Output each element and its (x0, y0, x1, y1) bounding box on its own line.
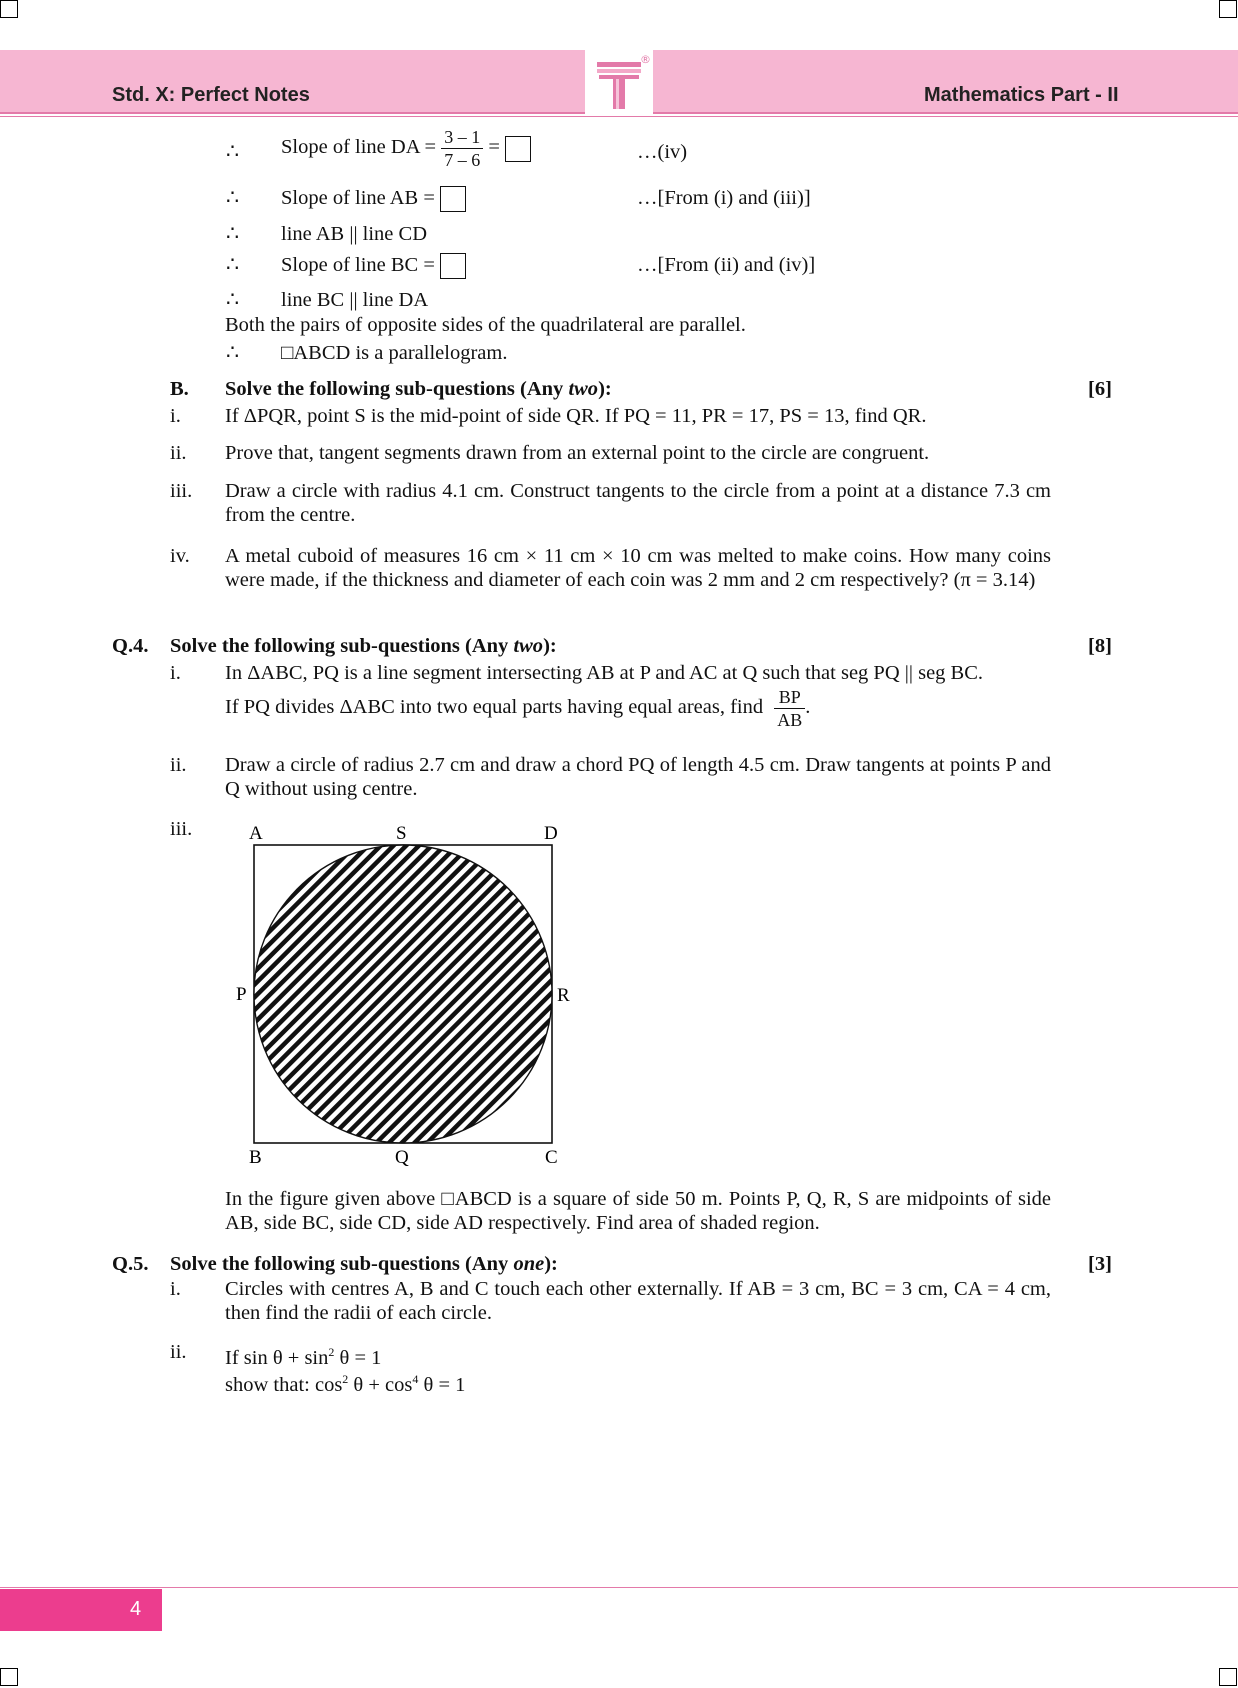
fraction-denominator: 7 – 6 (444, 150, 481, 170)
registered-mark: ® (640, 53, 651, 66)
label-p: P (236, 984, 247, 1005)
label-q: Q (395, 1147, 409, 1168)
question-number: i. (170, 405, 181, 427)
question-number: iii. (170, 480, 193, 502)
header-divider-thin (0, 116, 1238, 117)
slope-ab-label: Slope of line AB = (281, 187, 435, 209)
therefore-symbol: ∴ (226, 342, 240, 364)
publisher-logo (585, 48, 653, 114)
label-b: B (249, 1147, 262, 1168)
question-b-iii: Draw a circle with radius 4.1 cm. Construct tangents to the circle from a point at a distance 7.3 cm from the centre. (225, 480, 1051, 526)
step-slope-ab (281, 186, 466, 212)
q5-ii-line2: show that: $\cos^2 \theta + \cos^4 \theta = 1$ (225, 1372, 466, 1396)
step-ref-i-iii: …[From (i) and (iii)] (637, 187, 811, 209)
footer-divider (0, 1587, 1238, 1588)
question-number: i. (170, 1278, 181, 1300)
q4-ii-text: Draw a circle of radius 2.7 cm and draw a chord PQ of length 4.5 cm. Draw tangents at points P and Q without using centre. (225, 754, 1051, 800)
equals-sign: = (488, 136, 500, 159)
crop-mark-bottom-right (1219, 1668, 1237, 1686)
header-book-title: Std. X: Perfect Notes (112, 84, 310, 106)
section-b-title: Solve the following sub-questions (Any two): (225, 378, 612, 400)
step-both-pairs: Both the pairs of opposite sides of the quadrilateral are parallel. (225, 314, 746, 336)
question-b-ii: Prove that, tangent segments drawn from an external point to the circle are congruent. (225, 442, 930, 464)
answer-box (440, 253, 466, 279)
label-s: S (396, 823, 407, 844)
step-ab-parallel-cd: line AB || line CD (281, 223, 428, 245)
q4-marks: [8] (1088, 635, 1112, 657)
question-number: ii. (170, 1341, 187, 1363)
crop-mark-bottom-left (0, 1668, 18, 1686)
slope-bc-label: Slope of line BC = (281, 254, 435, 276)
shaded-region (254, 845, 552, 1143)
square-figure (230, 815, 580, 1170)
label-a: A (249, 823, 263, 844)
answer-box (505, 136, 531, 162)
bp-ab-fraction: $\frac{BP}{AB}$ (774, 686, 805, 731)
section-b-label: B. (170, 378, 189, 400)
q5-ii-line1: If $\sin \theta + \sin^2 \theta = 1$ (225, 1345, 382, 1369)
therefore-symbol: ∴ (226, 254, 240, 276)
therefore-symbol: ∴ (226, 187, 240, 209)
label-c: C (545, 1147, 558, 1168)
slope-da-fraction (441, 126, 483, 171)
therefore-symbol: ∴ (226, 289, 240, 311)
crop-mark-top-left (0, 0, 18, 18)
q4-title: Solve the following sub-questions (Any two): (170, 635, 557, 657)
step-slope-da (281, 126, 531, 171)
question-number: iv. (170, 545, 190, 567)
answer-box (440, 186, 466, 212)
question-number: ii. (170, 442, 187, 464)
question-b-i: If ΔPQR, point S is the mid-point of side QR. If PQ = 11, PR = 17, PS = 13, find QR. (225, 405, 927, 427)
question-number: i. (170, 662, 181, 684)
section-b-marks: [6] (1088, 378, 1112, 400)
q5-label: Q.5. (112, 1253, 149, 1275)
therefore-symbol: ∴ (226, 141, 240, 163)
q5-title: Solve the following sub-questions (Any one): (170, 1253, 558, 1275)
q4-i-line1: In ΔABC, PQ is a line segment intersecting AB at P and AC at Q such that seg PQ || seg BC. (225, 662, 984, 684)
step-ref-iv: …(iv) (637, 141, 688, 163)
q4-i-line2: If PQ divides ΔABC into two equal parts having equal areas, find $\frac{BP}{AB}$ . (225, 687, 811, 730)
step-ref-ii-iv: …[From (ii) and (iv)] (637, 254, 816, 276)
t-logo-icon (585, 48, 653, 114)
header-subject-title: Mathematics Part - II (924, 84, 1119, 106)
page-number: 4 (130, 1598, 142, 1620)
step-slope-bc (281, 253, 466, 279)
q5-marks: [3] (1088, 1253, 1112, 1275)
question-number: iii. (170, 818, 193, 840)
label-d: D (544, 823, 558, 844)
fraction-numerator: 3 – 1 (441, 126, 483, 149)
q5-i-text: Circles with centres A, B and C touch each other externally. If AB = 3 cm, BC = 3 cm, CA = 4 cm, then find the radii of each circle. (225, 1278, 1051, 1324)
label-r: R (557, 985, 570, 1006)
slope-da-label: Slope of line DA = (281, 136, 437, 159)
question-number: ii. (170, 754, 187, 776)
crop-mark-top-right (1219, 0, 1237, 18)
therefore-symbol: ∴ (226, 223, 240, 245)
q4-label: Q.4. (112, 635, 149, 657)
q4-iii-text: In the figure given above □ABCD is a square of side 50 m. Points P, Q, R, S are midpoints of side AB, side BC, side CD, side AD respectively. Find area of shaded region. (225, 1188, 1051, 1234)
step-bc-parallel-da: line BC || line DA (281, 289, 429, 311)
step-parallelogram: □ABCD is a parallelogram. (281, 342, 508, 364)
question-b-iv: A metal cuboid of measures 16 cm × 11 cm × 10 cm was melted to make coins. How many coins were made, if the thickness and diameter of each coin was 2 mm and 2 cm respectively? (π = 3.14) (225, 545, 1051, 591)
